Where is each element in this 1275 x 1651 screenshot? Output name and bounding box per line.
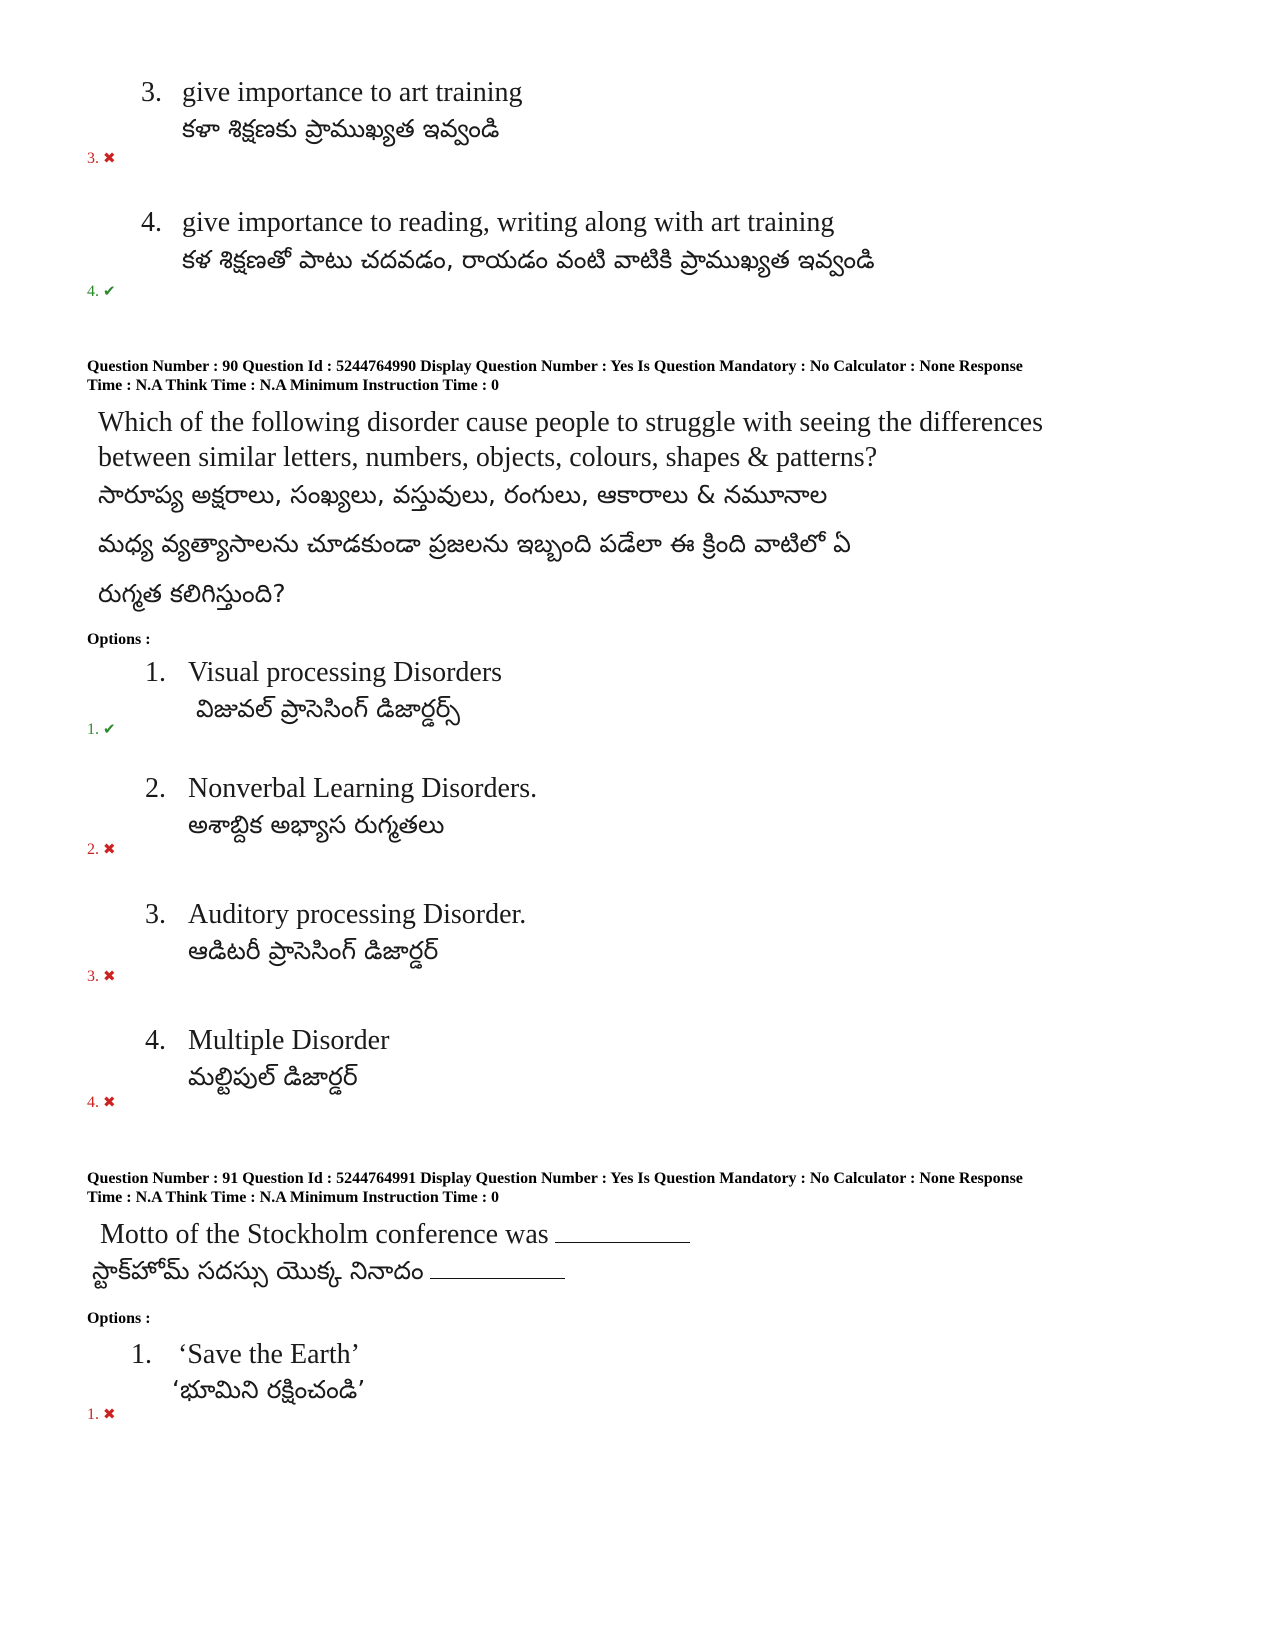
option-text-en: Multiple Disorder <box>188 1025 390 1056</box>
answer-marker: 2. ✖ <box>87 841 116 858</box>
question-text-te: స్టాక్‌హోమ్ సదస్సు యొక్క నినాదం <box>92 1254 565 1288</box>
answer-marker: 1. ✔ <box>87 721 116 738</box>
wrong-cross-icon: ✖ <box>103 969 116 985</box>
answer-marker: 4. ✔ <box>87 283 116 300</box>
answer-marker: 1. ✖ <box>87 1406 116 1423</box>
options-label: Options : <box>87 1310 151 1327</box>
wrong-cross-icon: ✖ <box>103 1095 116 1111</box>
answer-blank <box>430 1254 565 1279</box>
question-text-en: Which of the following disorder cause people to struggle with seeing the differences <box>98 407 1043 438</box>
question-90-meta: Question Number : 90 Question Id : 5244764990 Display Question Number : Yes Is Question Mandatory : No Calculator : None Response Time : N.A Think Time : N.A Minimum Instruction Time : 0 <box>87 358 1023 394</box>
option-text-te: విజువల్ ప్రాసెసింగ్ డిజార్డర్స్ <box>196 694 461 723</box>
option-number: 3. <box>141 77 162 108</box>
option-text-te: మల్టిపుల్ డిజార్డర్ <box>188 1062 358 1091</box>
wrong-cross-icon: ✖ <box>103 1407 116 1423</box>
answer-marker: 3. ✖ <box>87 150 116 167</box>
question-text-en: Motto of the Stockholm conference was <box>100 1218 690 1252</box>
question-91-meta: Question Number : 91 Question Id : 5244764991 Display Question Number : Yes Is Question Mandatory : No Calculator : None Response Time : N.A Think Time : N.A Minimum Instruction Time : 0 <box>87 1170 1023 1206</box>
option-text-te: ‘భూమిని రక్షించండి’ <box>172 1375 366 1404</box>
question-text-te: రుగ్మత కలిగిస్తుంది? <box>98 579 286 608</box>
option-number: 3. <box>145 899 166 930</box>
option-number: 2. <box>145 773 166 804</box>
options-label: Options : <box>87 631 151 648</box>
option-number: 4. <box>145 1025 166 1056</box>
option-text-en: Visual processing Disorders <box>188 657 503 688</box>
wrong-cross-icon: ✖ <box>103 842 116 858</box>
question-text-te: సారూప్య అక్షరాలు, సంఖ్యలు, వస్తువులు, రంగులు, ఆకారాలు & నమూనాల <box>98 480 828 509</box>
answer-marker: 3. ✖ <box>87 968 116 985</box>
option-text-te: కళా శిక్షణకు ప్రాముఖ్యత ఇవ్వండి <box>182 114 500 143</box>
correct-check-icon: ✔ <box>103 284 116 300</box>
wrong-cross-icon: ✖ <box>103 151 116 167</box>
option-text-en: give importance to art training <box>182 77 523 108</box>
correct-check-icon: ✔ <box>103 722 116 738</box>
option-text-en: ‘Save the Earth’ <box>178 1339 360 1370</box>
option-text-te: అశాబ్దిక అభ్యాస రుగ్మతలు <box>188 810 445 839</box>
option-text-te: ఆడిటరీ ప్రాసెసింగ్ డిజార్డర్ <box>188 936 439 965</box>
option-number: 1. <box>145 657 166 688</box>
option-text-en: give importance to reading, writing along with art training <box>182 207 835 238</box>
option-text-en: Auditory processing Disorder. <box>188 899 527 930</box>
option-number: 4. <box>141 207 162 238</box>
question-text-te: మధ్య వ్యత్యాసాలను చూడకుండా ప్రజలను ఇబ్బంది పడేలా ఈ క్రింది వాటిలో ఏ <box>98 529 851 558</box>
option-number: 1. <box>131 1339 152 1370</box>
option-text-te: కళ శిక్షణతో పాటు చదవడం, రాయడం వంటి వాటికి ప్రాముఖ్యత ఇవ్వండి <box>182 245 875 274</box>
option-text-en: Nonverbal Learning Disorders. <box>188 773 538 804</box>
answer-blank <box>555 1218 690 1243</box>
answer-marker: 4. ✖ <box>87 1094 116 1111</box>
question-text-en: between similar letters, numbers, objects, colours, shapes & patterns? <box>98 442 878 473</box>
